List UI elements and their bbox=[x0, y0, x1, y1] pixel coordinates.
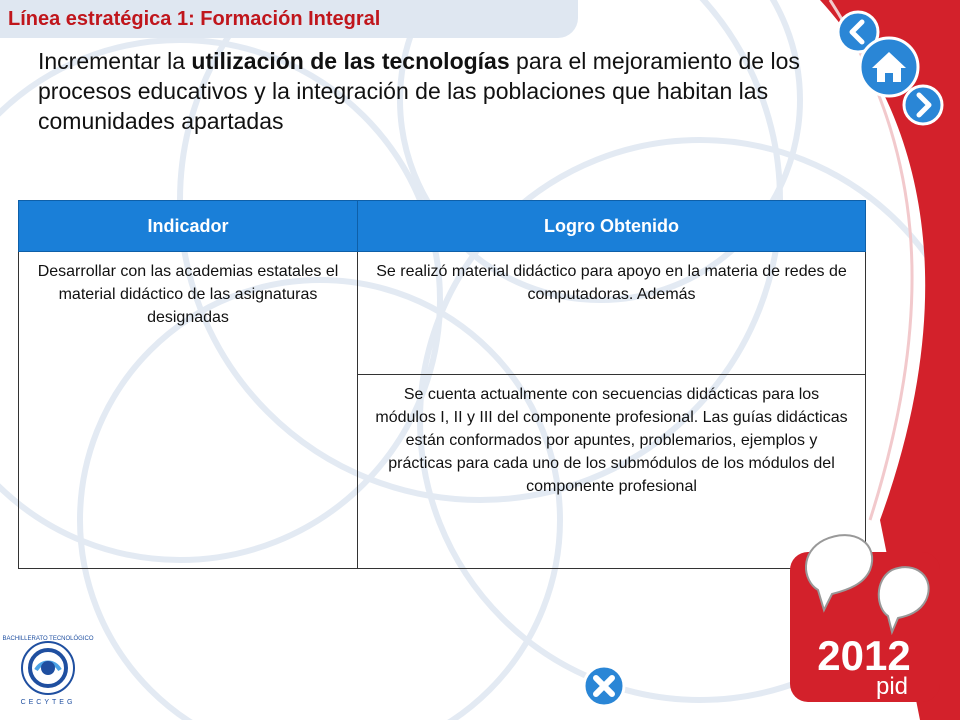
column-header-achievement: Logro Obtenido bbox=[358, 201, 866, 252]
indicator-table bbox=[18, 200, 866, 569]
table-row bbox=[19, 252, 866, 375]
column-header-indicator: Indicador bbox=[19, 201, 358, 252]
chevron-right-icon bbox=[902, 84, 944, 126]
indicator-cell: Desarrollar con las academias estatales el material didáctico de las asignaturas designadas bbox=[19, 252, 358, 569]
lead-text-bold: utilización de las tecnologías bbox=[191, 48, 510, 74]
pid-2012-logo bbox=[784, 530, 944, 715]
lead-paragraph bbox=[38, 46, 818, 136]
lead-text-end: para el mejoramiento de los procesos educativos y la integración de las poblaciones que habitan las comunidades apartadas bbox=[38, 48, 800, 134]
logo-bottom-text: CECYTEG bbox=[20, 699, 76, 706]
lead-text-start: Incrementar la bbox=[38, 48, 192, 74]
logo-top-text: BACHILLERATO TECNOLÓGICO bbox=[2, 636, 94, 642]
header-tab bbox=[0, 0, 578, 38]
forward-button[interactable] bbox=[902, 84, 944, 131]
table-header-row bbox=[19, 201, 866, 252]
close-button[interactable] bbox=[582, 664, 626, 713]
section-title: Línea estratégica 1: Formación Integral bbox=[8, 8, 381, 30]
cecyteg-logo bbox=[2, 630, 94, 711]
achievement-cell: Se realizó material didáctico para apoyo en la materia de redes de computadoras. Además bbox=[358, 252, 866, 375]
logo-year-text: 2012 bbox=[817, 632, 911, 679]
close-icon bbox=[582, 664, 626, 708]
achievement-cell: Se cuenta actualmente con secuencias didácticas para los módulos I, II y III del componente profesional. Las guías didácticas están conformados por apuntes, problemarios, ejemplos y prácticas para cada uno de los submódulos de los módulos del componente profesional bbox=[358, 375, 866, 569]
logo-word-text: pid bbox=[875, 673, 909, 700]
